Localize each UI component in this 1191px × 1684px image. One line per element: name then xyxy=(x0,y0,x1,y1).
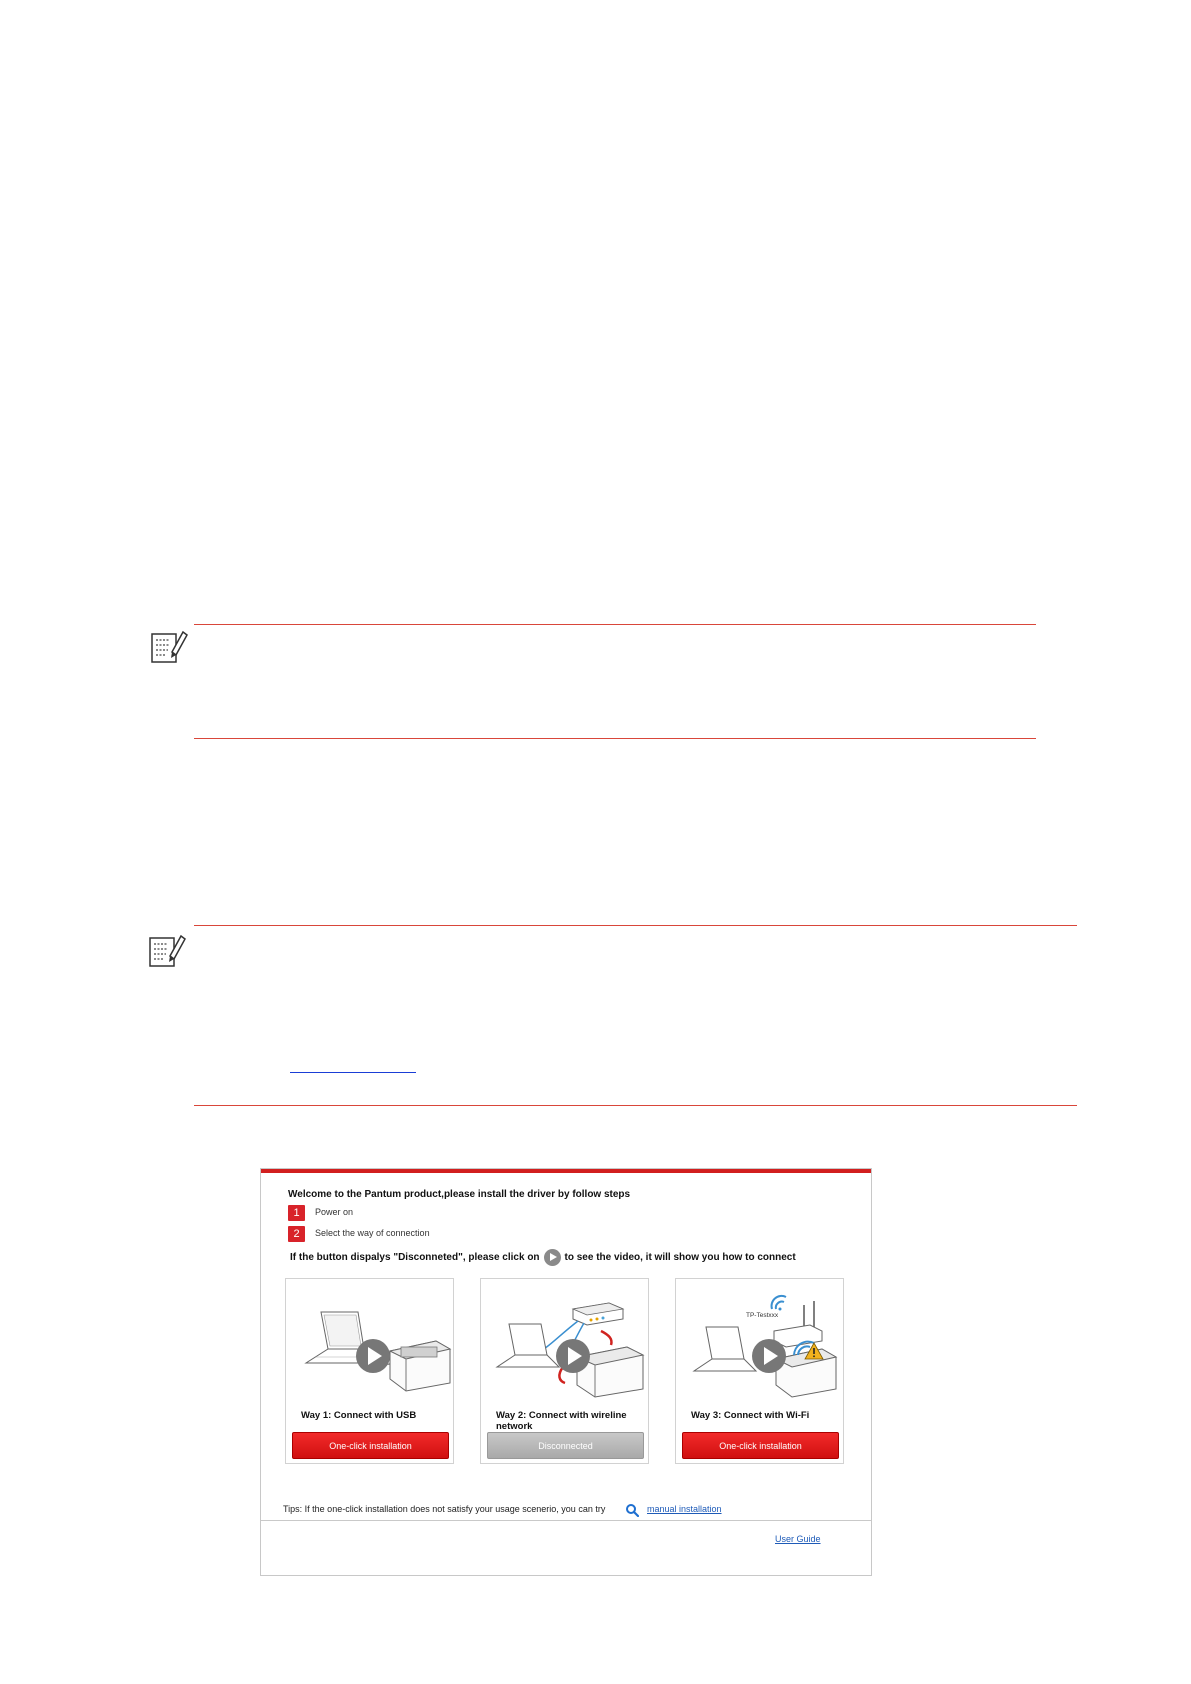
note-bottom-rule xyxy=(194,738,1036,739)
hyperlink-underline[interactable] xyxy=(290,1072,416,1073)
connection-card-wired xyxy=(480,1278,649,1464)
usb-connection-illustration xyxy=(286,1279,453,1407)
wired-connection-illustration xyxy=(481,1279,648,1407)
disconnected-button[interactable]: Disconnected xyxy=(487,1432,644,1459)
user-guide-link[interactable]: User Guide xyxy=(775,1534,821,1544)
installer-window xyxy=(260,1168,872,1576)
one-click-install-button[interactable]: One-click installation xyxy=(292,1432,449,1459)
play-icon[interactable] xyxy=(556,1339,590,1373)
step-number: 2 xyxy=(288,1226,305,1242)
footer-divider xyxy=(261,1520,871,1521)
window-accent-bar xyxy=(261,1169,871,1173)
connection-card-usb xyxy=(285,1278,454,1464)
play-icon[interactable] xyxy=(356,1339,390,1373)
card-title: Way 1: Connect with USB xyxy=(301,1410,417,1421)
note-icon xyxy=(148,932,186,970)
note-top-rule xyxy=(194,624,1036,625)
card-title: Way 3: Connect with Wi-Fi xyxy=(691,1410,810,1421)
connection-card-wifi xyxy=(675,1278,844,1464)
video-hint xyxy=(290,1249,796,1266)
note-icon xyxy=(150,628,188,666)
play-icon[interactable] xyxy=(752,1339,786,1373)
one-click-install-button[interactable]: One-click installation xyxy=(682,1432,839,1459)
router-icon xyxy=(573,1303,623,1325)
play-icon[interactable] xyxy=(544,1249,561,1266)
router-icon xyxy=(774,1301,822,1347)
step-number: 1 xyxy=(288,1205,305,1221)
router-ssid-label: TP-Testxxx xyxy=(746,1312,779,1319)
manual-installation-link[interactable]: manual installation xyxy=(647,1504,722,1514)
hint-text-after: to see the video, it will show you how to connect xyxy=(564,1252,796,1264)
note-bottom-rule xyxy=(194,1105,1077,1106)
welcome-heading: Welcome to the Pantum product,please install the driver by follow steps xyxy=(288,1189,631,1200)
laptop-icon xyxy=(694,1327,756,1371)
step-label: Power on xyxy=(315,1207,354,1217)
wifi-connection-illustration xyxy=(676,1279,843,1407)
note-top-rule xyxy=(194,925,1077,926)
hint-text-before: If the button dispalys "Disconneted", please click on xyxy=(290,1252,540,1264)
wifi-signal-icon xyxy=(772,1296,786,1311)
card-title: Way 2: Connect with wireline network xyxy=(496,1410,627,1432)
tips-text: Tips: If the one-click installation does not satisfy your usage scenerio, you can try xyxy=(283,1504,606,1514)
step-label: Select the way of connection xyxy=(315,1228,430,1238)
search-icon[interactable] xyxy=(625,1503,639,1517)
printer-icon xyxy=(390,1341,450,1391)
